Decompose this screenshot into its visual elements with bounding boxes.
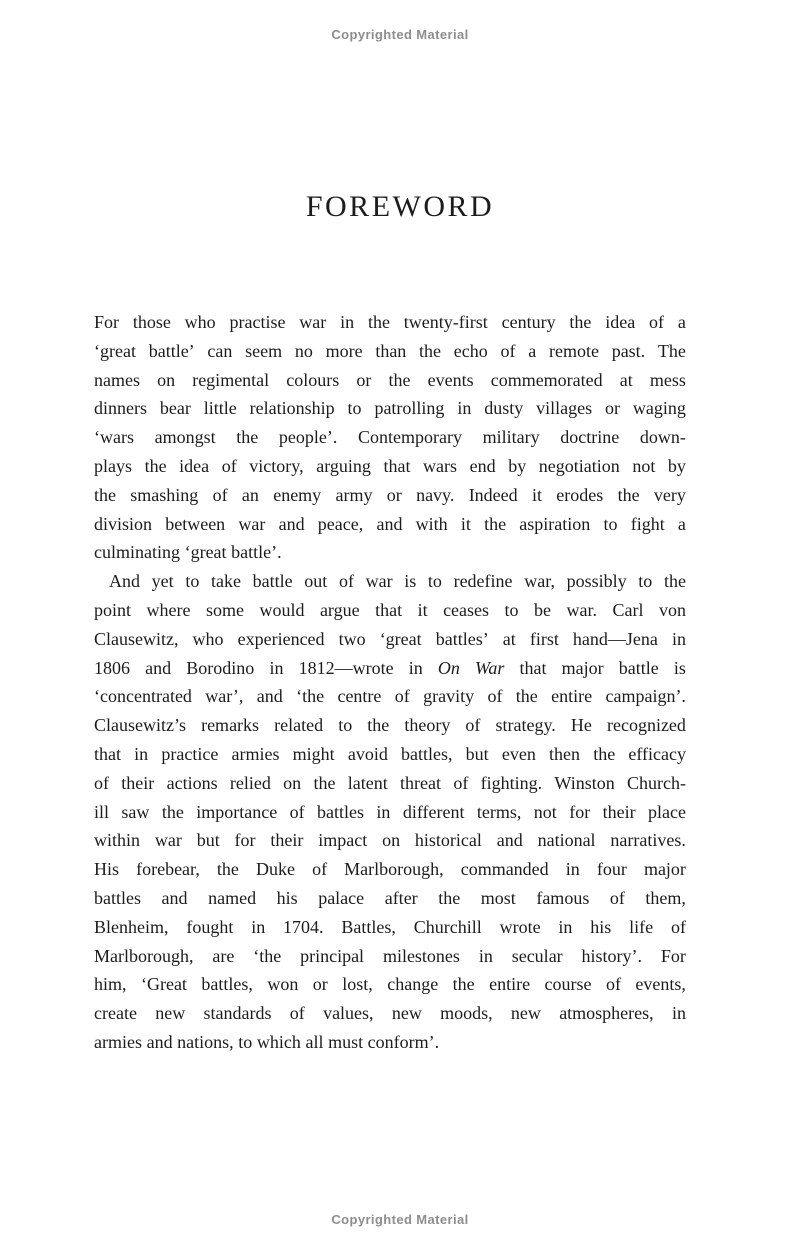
copyright-notice-top: Copyrighted Material — [331, 27, 469, 42]
text-line: him, ‘Great battles, won or lost, change the entire course of events, — [94, 974, 686, 995]
text-line: that in practice armies might avoid battles, but even then the efficacy — [94, 743, 686, 764]
paragraph — [94, 567, 686, 1057]
text-line: create new standards of values, new moods, new atmospheres, in — [94, 1003, 686, 1024]
text-line: dinners bear little relationship to patrolling in dusty villages or waging — [94, 398, 686, 419]
text-line: ‘concentrated war’, and ‘the centre of gravity of the entire campaign’. — [94, 686, 686, 707]
text-line: Clausewitz’s remarks related to the theory of strategy. He recognized — [94, 715, 686, 736]
text-line: And yet to take battle out of war is to redefine war, possibly to the — [109, 571, 686, 592]
chapter-title: FOREWORD — [305, 190, 495, 223]
text-line: division between war and peace, and with it the aspiration to fight a — [94, 513, 686, 534]
text-line: culminating ‘great battle’. — [94, 542, 282, 563]
paragraph — [94, 308, 686, 567]
text-line: Blenheim, fought in 1704. Battles, Churchill wrote in his life of — [94, 916, 686, 937]
text-line: 1806 and Borodino in 1812—wrote in On War that major battle is — [94, 657, 686, 678]
text-line: ill saw the importance of battles in different terms, not for their place — [94, 801, 686, 822]
text-line: battles and named his palace after the most famous of them, — [94, 887, 686, 908]
text-line: His forebear, the Duke of Marlborough, commanded in four major — [94, 859, 686, 880]
text-line: within war but for their impact on historical and national narratives. — [94, 830, 686, 851]
text-line: Marlborough, are ‘the principal milestones in secular history’. For — [94, 945, 686, 966]
text-line: point where some would argue that it ceases to be war. Carl von — [94, 599, 686, 620]
copyright-notice-bottom: Copyrighted Material — [331, 1212, 469, 1227]
text-line: armies and nations, to which all must conform’. — [94, 1031, 440, 1052]
text-line: of their actions relied on the latent threat of fighting. Winston Church- — [94, 772, 686, 793]
text-line: the smashing of an enemy army or navy. Indeed it erodes the very — [94, 484, 686, 505]
text-line: plays the idea of victory, arguing that wars end by negotiation not by — [94, 455, 686, 476]
text-line: ‘wars amongst the people’. Contemporary military doctrine down- — [94, 427, 686, 448]
text-line: Clausewitz, who experienced two ‘great battles’ at first hand—Jena in — [94, 628, 686, 649]
body-text — [94, 308, 686, 1057]
text-line: names on regimental colours or the events commemorated at mess — [94, 369, 686, 390]
text-line: For those who practise war in the twenty-first century the idea of a — [94, 312, 686, 332]
text-line: ‘great battle’ can seem no more than the echo of a remote past. The — [94, 340, 686, 361]
